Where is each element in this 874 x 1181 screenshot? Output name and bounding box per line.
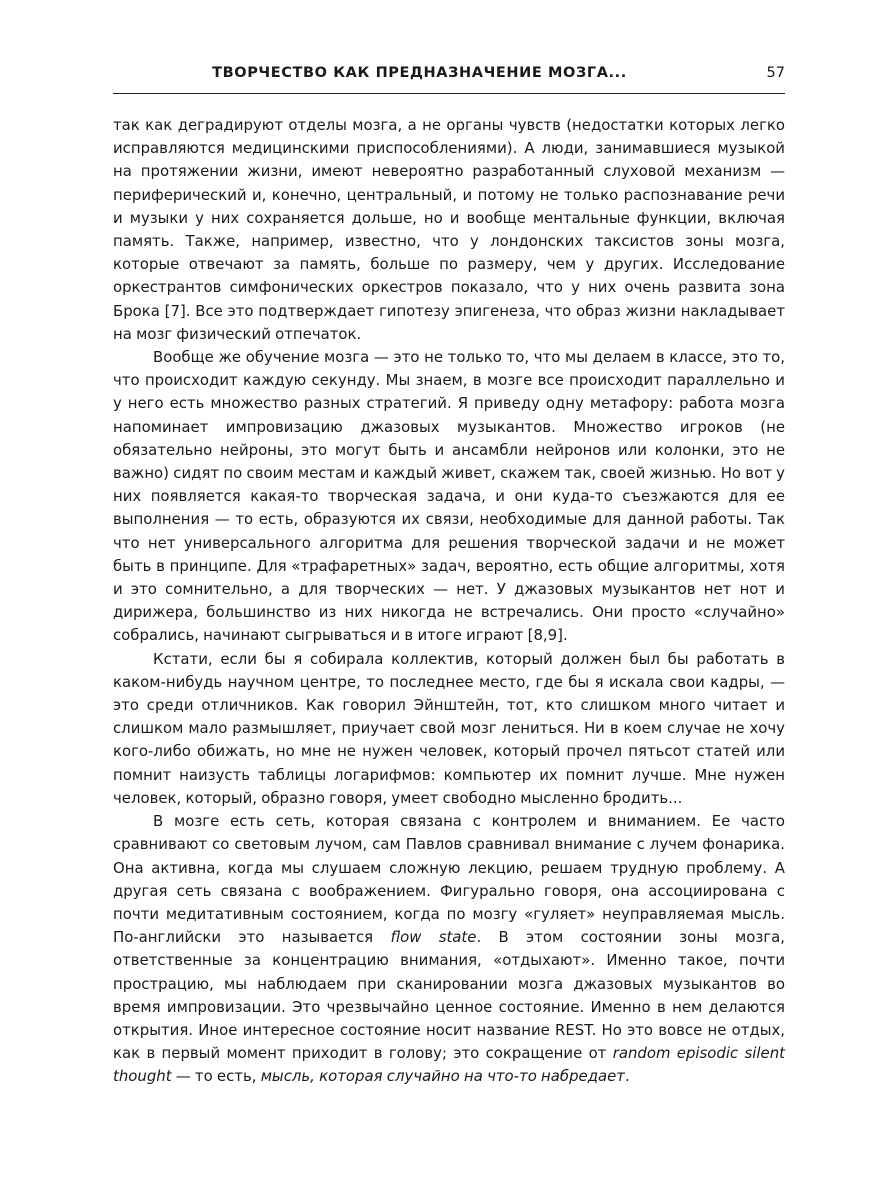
body-text [113, 114, 785, 1089]
paragraph-4-text-c: — то есть, [171, 1067, 261, 1086]
running-title: ТВОРЧЕСТВО КАК ПРЕДНАЗНАЧЕНИЕ МОЗГА... [212, 65, 627, 81]
flow-state-term: flow state [390, 928, 477, 947]
header-rule [113, 93, 785, 94]
paragraph-1: так как деградируют отделы мозга, а не органы чувств (недостатки которых легко исправляются медицинскими приспособлениями). А люди, занимавшиеся музыкой на протяжении жизни, имеют невероятно разработанный слуховой механизм — периферический и, конечно, центральный, и потому не только распознавание речи и музыки у них сохраняется дольше, но и вообще ментальные функции, включая память. Также, например, известно, что у лондонских таксистов зоны мозга, которые отвечают за память, больше по размеру, чем у других. Исследование оркестрантов симфонических оркестров показало, что у них очень развита зона Брока [7]. Все это подтверждает гипотезу эпигенеза, что образ жизни накладывает на мозг физический отпечаток. [113, 116, 785, 343]
paragraph-2: Вообще же обучение мозга — это не только то, что мы делаем в классе, это то, что происходит каждую секунду. Мы знаем, в мозге все происходит параллельно и у него есть множество разных стратегий. Я приведу одну метафору: работа мозга напоминает импровизацию джазовых музыкантов. Множество игроков (не обязательно нейроны, это могут быть и ансамбли нейронов или колонки, это не важно) сидят по своим местам и каждый живет, скажем так, своей жизнью. Но вот у них появляется какая-то творческая задача, и они куда-то съезжаются для ее выполнения — то есть, образуются их связи, необходимые для данной работы. Так что нет универсального алгоритма для решения творческой задачи и не может быть в принципе. Для «трафаретных» задач, вероятно, есть общие алгоритмы, хотя и это сомнительно, а для творческих — нет. У джазовых музыкантов нет нот и дирижера, большинство из них никогда не встречались. Они просто «случайно» собрались, начинают сыгрываться и в итоге играют [8,9]. [113, 348, 785, 645]
paragraph-4-text-d: . [624, 1067, 630, 1086]
paragraph-4 [113, 810, 785, 1088]
rest-translation: мысль, которая случайно на что-то набредает [260, 1067, 625, 1086]
paragraph-3: Кстати, если бы я собирала коллектив, который должен был бы работать в каком-нибудь научном центре, то последнее место, где бы я искала свои кадры, — это среди отличников. Как говорил Эйнштейн, тот, кто слишком много читает и слишком мало размышляет, приучает свой мозг лениться. Ни в коем случае не хочу кого-либо обижать, но мне не нужен человек, который прочел пятьсот статей или помнит наизусть таблицы логарифмов: компьютер их помнит лучше. Мне нужен человек, который, образно говоря, умеет свободно мысленно бродить... [113, 649, 785, 807]
page-number: 57 [766, 65, 785, 81]
paragraph-4-text-a: В мозге есть сеть, которая связана с контролем и вниманием. Ее часто сравнивают со световым лучом, сам Павлов сравнивал внимание с лучем фонарика. Она активна, когда мы слушаем сложную лекцию, решаем трудную проблему. А другая сеть связана с воображением. Фигурально говоря, она ассоциирована с почти медитативным состоянием, когда по мозгу «гуляет» неуправляемая мысль. По-английски это называется [113, 812, 785, 947]
paragraph-4-text-b: . В этом состоянии зоны мозга, ответственные за концентрацию внимания, «отдыхают». Именно такое, почти прострацию, мы наблюдаем при сканировании мозга джазовых музыкантов во время импровизации. Это чрезвычайно ценное состояние. Именно в нем делаются открытия. Иное интересное состояние носит название REST. Но это вовсе не отдых, как в первый момент приходит в голову; это сокращение от [113, 928, 786, 1063]
page-header [113, 62, 785, 84]
rest-expansion: random episodic silent thought [113, 1044, 785, 1086]
